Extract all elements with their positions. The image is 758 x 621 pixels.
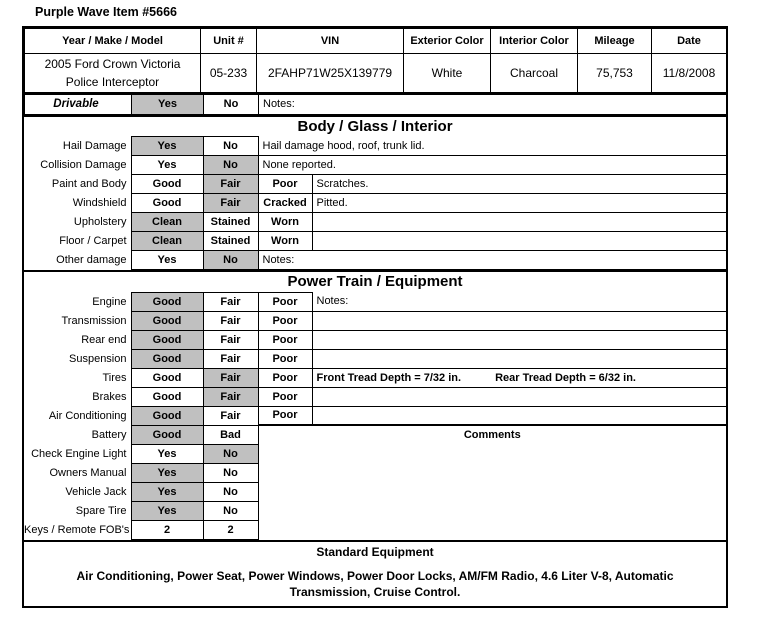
row-label: Air Conditioning: [48, 409, 127, 422]
vehicle-vin: 2FAHP71W25X139779: [257, 54, 404, 93]
rear-tread-depth: Rear Tread Depth = 6/32 in.: [495, 371, 636, 384]
front-tread-depth: Front Tread Depth = 7/32 in.: [316, 371, 462, 384]
notes-cell: [312, 387, 726, 406]
row-label: Engine: [92, 295, 127, 308]
option-yes: Yes: [131, 251, 203, 270]
option-poor: Poor: [258, 292, 312, 311]
drivable-table: [24, 93, 727, 115]
section-title-row: [24, 271, 726, 292]
row-label: Other damage: [56, 254, 127, 266]
notes-cell: Hail damage hood, roof, trunk lid.: [258, 137, 726, 156]
option-cracked: Cracked: [258, 194, 312, 213]
option-stained: Stained: [203, 213, 258, 232]
notes-cell: [312, 368, 726, 387]
notes-cell: None reported.: [258, 156, 726, 175]
option-poor: Poor: [258, 175, 312, 194]
row-air-conditioning: [24, 406, 726, 425]
vehicle-model-line2: Police Interceptor: [65, 75, 160, 89]
row-label: Spare Tire: [75, 504, 127, 517]
option-good: Good: [131, 330, 203, 349]
vehicle-info-table: [24, 28, 727, 93]
option-good: Good: [131, 175, 203, 194]
option-fair: Fair: [203, 330, 258, 349]
option-good: Good: [131, 292, 203, 311]
column-header-date: Date: [652, 29, 727, 54]
option-stained: Stained: [203, 232, 258, 251]
notes-cell: [312, 406, 726, 425]
notes-cell: Pitted.: [312, 194, 726, 213]
option-fair: Fair: [203, 406, 258, 425]
option-no: No: [204, 94, 259, 114]
row-label: Paint and Body: [51, 178, 127, 190]
notes-cell: [312, 330, 726, 349]
option-fair: Fair: [203, 368, 258, 387]
option-no: No: [203, 482, 258, 501]
document-title: Purple Wave Item #5666: [35, 5, 177, 19]
option-poor: Poor: [258, 330, 312, 349]
option-bad: Bad: [203, 425, 258, 444]
row-paint-and-body: [24, 175, 726, 194]
option-yes: Yes: [131, 463, 203, 482]
option-good: Good: [131, 349, 203, 368]
option-poor: Poor: [258, 406, 312, 425]
row-label: Battery: [91, 428, 127, 441]
row-label: Keys / Remote FOB's: [24, 523, 130, 536]
row-collision-damage: [24, 156, 726, 175]
notes-cell: [312, 311, 726, 330]
option-good: Good: [131, 194, 203, 213]
row-brakes: [24, 387, 726, 406]
option-no: No: [203, 251, 258, 270]
option-no: No: [203, 137, 258, 156]
row-label: Transmission: [61, 314, 127, 327]
option-fair: Fair: [203, 292, 258, 311]
notes-cell: [312, 213, 726, 232]
notes-cell: Notes:: [258, 251, 726, 270]
notes-cell: [312, 232, 726, 251]
remote-fob-count: 2: [203, 520, 258, 539]
option-no: No: [203, 463, 258, 482]
vehicle-mileage: 75,753: [578, 54, 652, 93]
row-label: Drivable: [25, 94, 132, 114]
row-windshield: [24, 194, 726, 213]
column-header-vin: VIN: [257, 29, 404, 54]
row-label: Floor / Carpet: [59, 235, 127, 247]
option-yes: Yes: [131, 501, 203, 520]
notes-cell: Scratches.: [312, 175, 726, 194]
row-transmission: [24, 311, 726, 330]
option-good: Good: [131, 406, 203, 425]
option-poor: Poor: [258, 349, 312, 368]
row-label: Vehicle Jack: [65, 485, 127, 498]
option-fair: Fair: [203, 349, 258, 368]
option-good: Good: [131, 368, 203, 387]
standard-equipment-list: Air Conditioning, Power Seat, Power Windows, Power Door Locks, AM/FM Radio, 4.6 Liter V-8, Automatic Transmission, Cruise Control.: [76, 568, 674, 599]
body-glass-interior-table: [24, 115, 726, 271]
row-hail-damage: [24, 137, 726, 156]
column-header-mileage: Mileage: [578, 29, 652, 54]
inspection-form: [22, 26, 728, 608]
row-tires: [24, 368, 726, 387]
column-header-year-make-model: Year / Make / Model: [25, 29, 201, 54]
option-worn: Worn: [258, 213, 312, 232]
row-label: Hail Damage: [62, 140, 127, 152]
section-title-standard-equipment: Standard Equipment: [316, 544, 434, 559]
vehicle-interior-color: Charcoal: [491, 54, 578, 93]
vehicle-exterior-color: White: [404, 54, 491, 93]
vehicle-year-make-model: [25, 54, 201, 93]
vehicle-unit-number: 05-233: [201, 54, 257, 93]
section-title-power-train-equipment: Power Train / Equipment: [287, 273, 463, 291]
row-battery: [24, 425, 726, 444]
comments-area: [258, 425, 726, 539]
vehicle-model-line1: 2005 Ford Crown Victoria: [44, 57, 181, 71]
option-no: No: [203, 444, 258, 463]
column-header-exterior-color: Exterior Color: [404, 29, 491, 54]
row-label: Rear end: [81, 333, 127, 346]
row-label: Windshield: [72, 197, 127, 209]
row-label: Suspension: [69, 352, 127, 365]
section-title-row: [24, 116, 726, 137]
option-good: Good: [131, 311, 203, 330]
option-yes: Yes: [131, 482, 203, 501]
option-fair: Fair: [203, 311, 258, 330]
option-yes: Yes: [131, 444, 203, 463]
vehicle-data-row: [25, 54, 727, 93]
option-good: Good: [131, 425, 203, 444]
option-poor: Poor: [258, 368, 312, 387]
option-no: No: [203, 156, 258, 175]
row-floor-carpet: [24, 232, 726, 251]
row-suspension: [24, 349, 726, 368]
section-title-body-glass-interior: Body / Glass / Interior: [297, 117, 453, 135]
option-good: Good: [131, 387, 203, 406]
row-label: Upholstery: [73, 216, 127, 228]
option-clean: Clean: [131, 232, 203, 251]
option-fair: Fair: [203, 194, 258, 213]
keys-count: 2: [131, 520, 203, 539]
notes-cell: [312, 349, 726, 368]
column-header-interior-color: Interior Color: [491, 29, 578, 54]
option-no: No: [203, 501, 258, 520]
vehicle-date: 11/8/2008: [652, 54, 727, 93]
option-yes: Yes: [132, 94, 204, 114]
vehicle-header-row: [25, 29, 727, 54]
row-label: Tires: [102, 371, 127, 384]
row-rear-end: [24, 330, 726, 349]
option-yes: Yes: [131, 137, 203, 156]
option-poor: Poor: [258, 387, 312, 406]
option-fair: Fair: [203, 175, 258, 194]
row-label: Collision Damage: [40, 159, 127, 171]
option-fair: Fair: [203, 387, 258, 406]
option-yes: Yes: [131, 156, 203, 175]
notes-cell: Notes:: [259, 94, 727, 114]
row-upholstery: [24, 213, 726, 232]
notes-cell: Notes:: [312, 292, 726, 311]
option-worn: Worn: [258, 232, 312, 251]
option-clean: Clean: [131, 213, 203, 232]
row-label: Brakes: [92, 390, 127, 403]
standard-equipment-section: [24, 540, 726, 606]
row-label: Owners Manual: [49, 466, 127, 479]
column-header-unit: Unit #: [201, 29, 257, 54]
power-train-equipment-table: [24, 270, 726, 540]
row-drivable: [25, 94, 727, 114]
option-poor: Poor: [258, 311, 312, 330]
row-engine: [24, 292, 726, 311]
row-label: Check Engine Light: [31, 447, 127, 460]
comments-title: Comments: [463, 429, 521, 441]
row-other-damage: [24, 251, 726, 270]
